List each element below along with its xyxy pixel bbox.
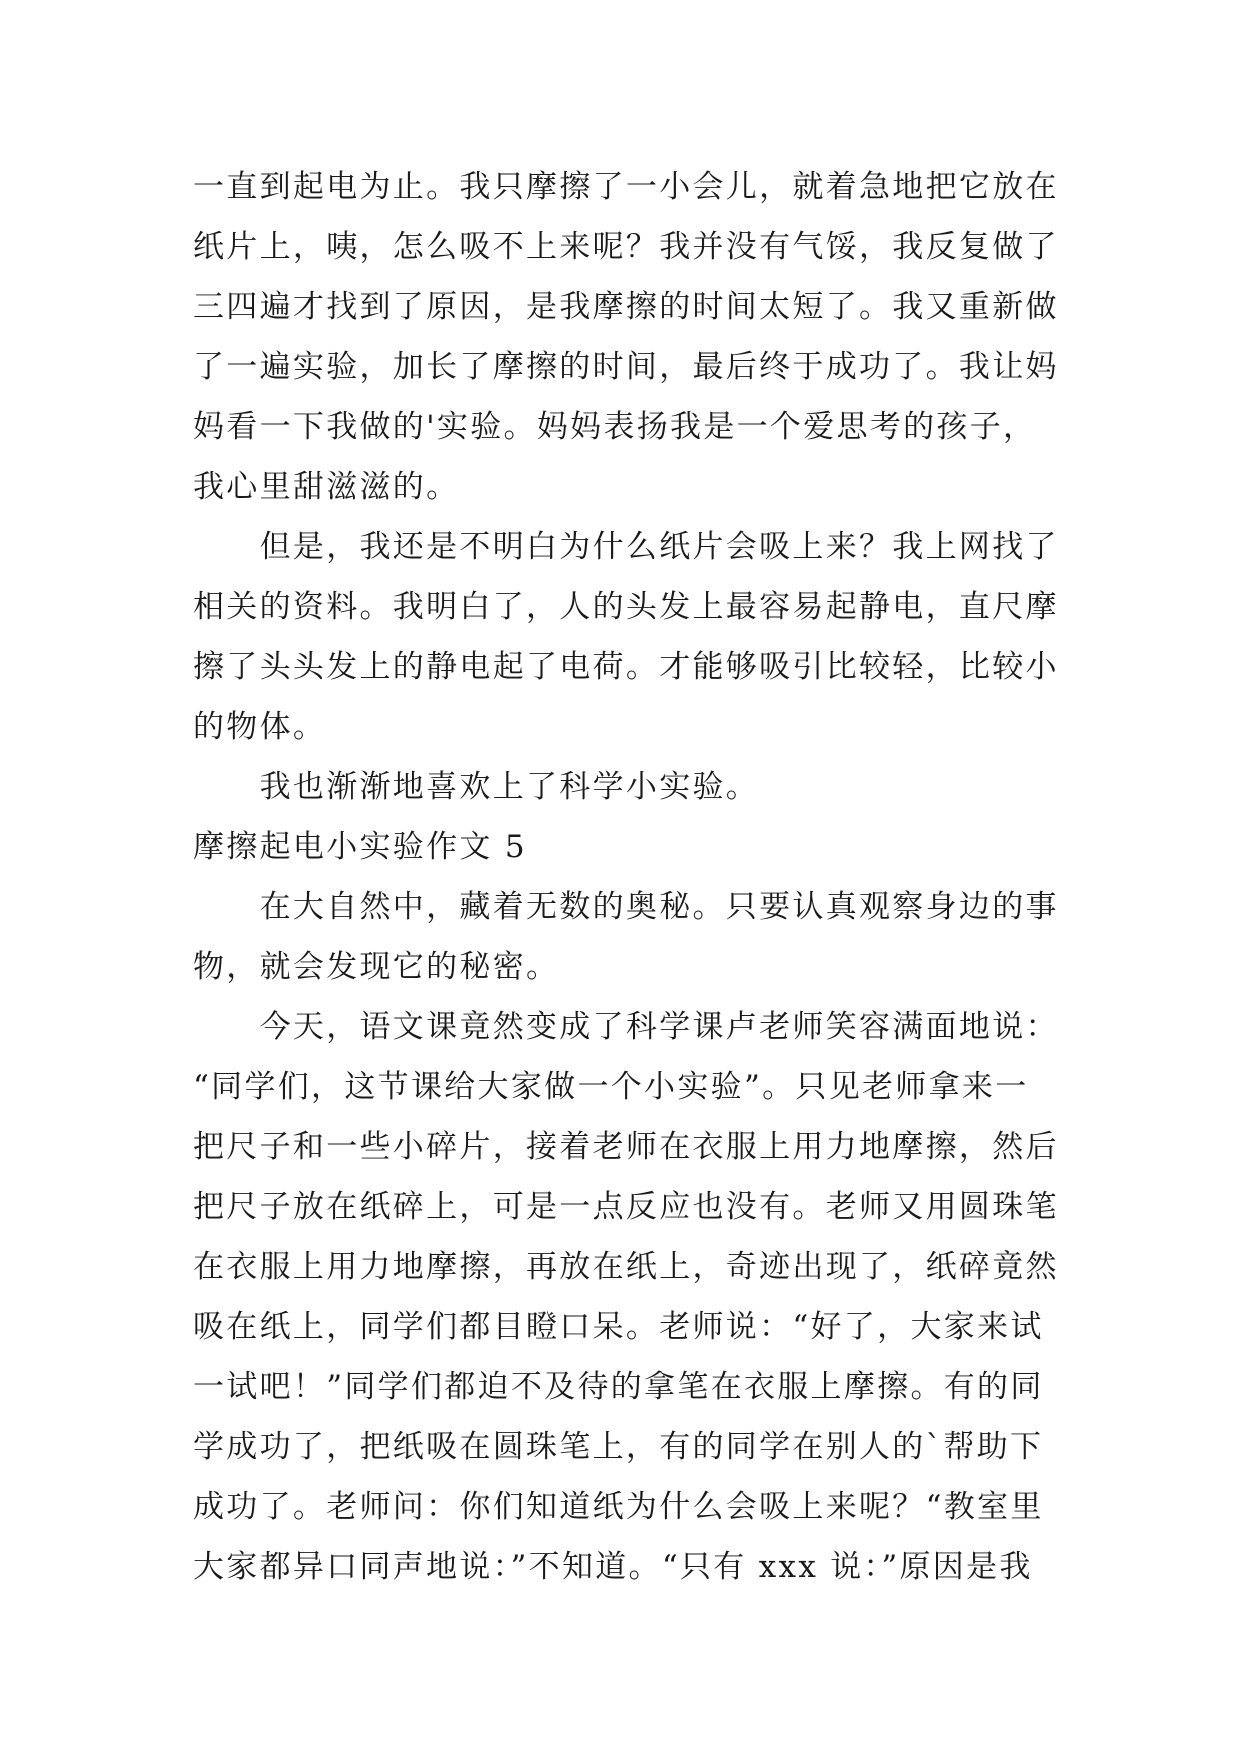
text-line-19: 在衣服上用力地摩擦，再放在纸上，奇迹出现了，纸碎竟然 [193, 1249, 1059, 1285]
text-line-21: 一试吧！”同学们都迫不及待的拿笔在衣服上摩擦。有的同 [193, 1369, 1044, 1405]
text-line-20: 吸在纸上，同学们都目瞪口呆。老师说：“好了，大家来试 [193, 1309, 1044, 1345]
text-line-13: 在大自然中，藏着无数的奥秘。只要认真观察身边的事 [193, 889, 1059, 925]
text-line-23: 成功了。老师问：你们知道纸为什么会吸上来呢？“教室里 [193, 1489, 1044, 1525]
text-line-9: 擦了头头发上的静电起了电荷。才能够吸引比较轻，比较小 [193, 649, 1059, 685]
text-line-17: 把尺子和一些小碎片，接着老师在衣服上用力地摩擦，然后 [193, 1129, 1059, 1165]
text-line-1: 一直到起电为止。我只摩擦了一小会儿，就着急地把它放在 [193, 169, 1059, 205]
section-heading: 摩擦起电小实验作文 5 [193, 829, 527, 865]
document-body [193, 157, 1063, 1597]
text-line-8: 相关的资料。我明白了，人的头发上最容易起静电，直尺摩 [193, 589, 1059, 625]
text-line-4: 了一遍实验，加长了摩擦的时间，最后终于成功了。我让妈 [193, 349, 1059, 385]
text-line-18: 把尺子放在纸碎上，可是一点反应也没有。老师又用圆珠笔 [193, 1189, 1059, 1225]
text-line-7: 但是，我还是不明白为什么纸片会吸上来？我上网找了 [193, 529, 1059, 565]
text-line-5: 妈看一下我做的'实验。妈妈表扬我是一个爱思考的孩子， [193, 409, 1037, 445]
text-line-11: 我也渐渐地喜欢上了科学小实验。 [193, 769, 760, 805]
text-line-22: 学成功了，把纸吸在圆珠笔上，有的同学在别人的`帮助下 [193, 1429, 1044, 1465]
text-line-6: 我心里甜滋滋的。 [193, 469, 460, 505]
text-line-24: 大家都异口同声地说：”不知道。“只有 xxx 说：”原因是我 [193, 1549, 1033, 1585]
text-line-10: 的物体。 [193, 709, 327, 745]
text-line-2: 纸片上，咦，怎么吸不上来呢？我并没有气馁，我反复做了 [193, 229, 1059, 265]
text-line-15: 今天，语文课竟然变成了科学课卢老师笑容满面地说： [193, 1009, 1059, 1045]
text-line-3: 三四遍才找到了原因，是我摩擦的时间太短了。我又重新做 [193, 289, 1059, 325]
text-line-16: “同学们，这节课给大家做一个小实验”。只见老师拿来一 [193, 1069, 1029, 1105]
text-line-14: 物，就会发现它的秘密。 [193, 949, 560, 985]
